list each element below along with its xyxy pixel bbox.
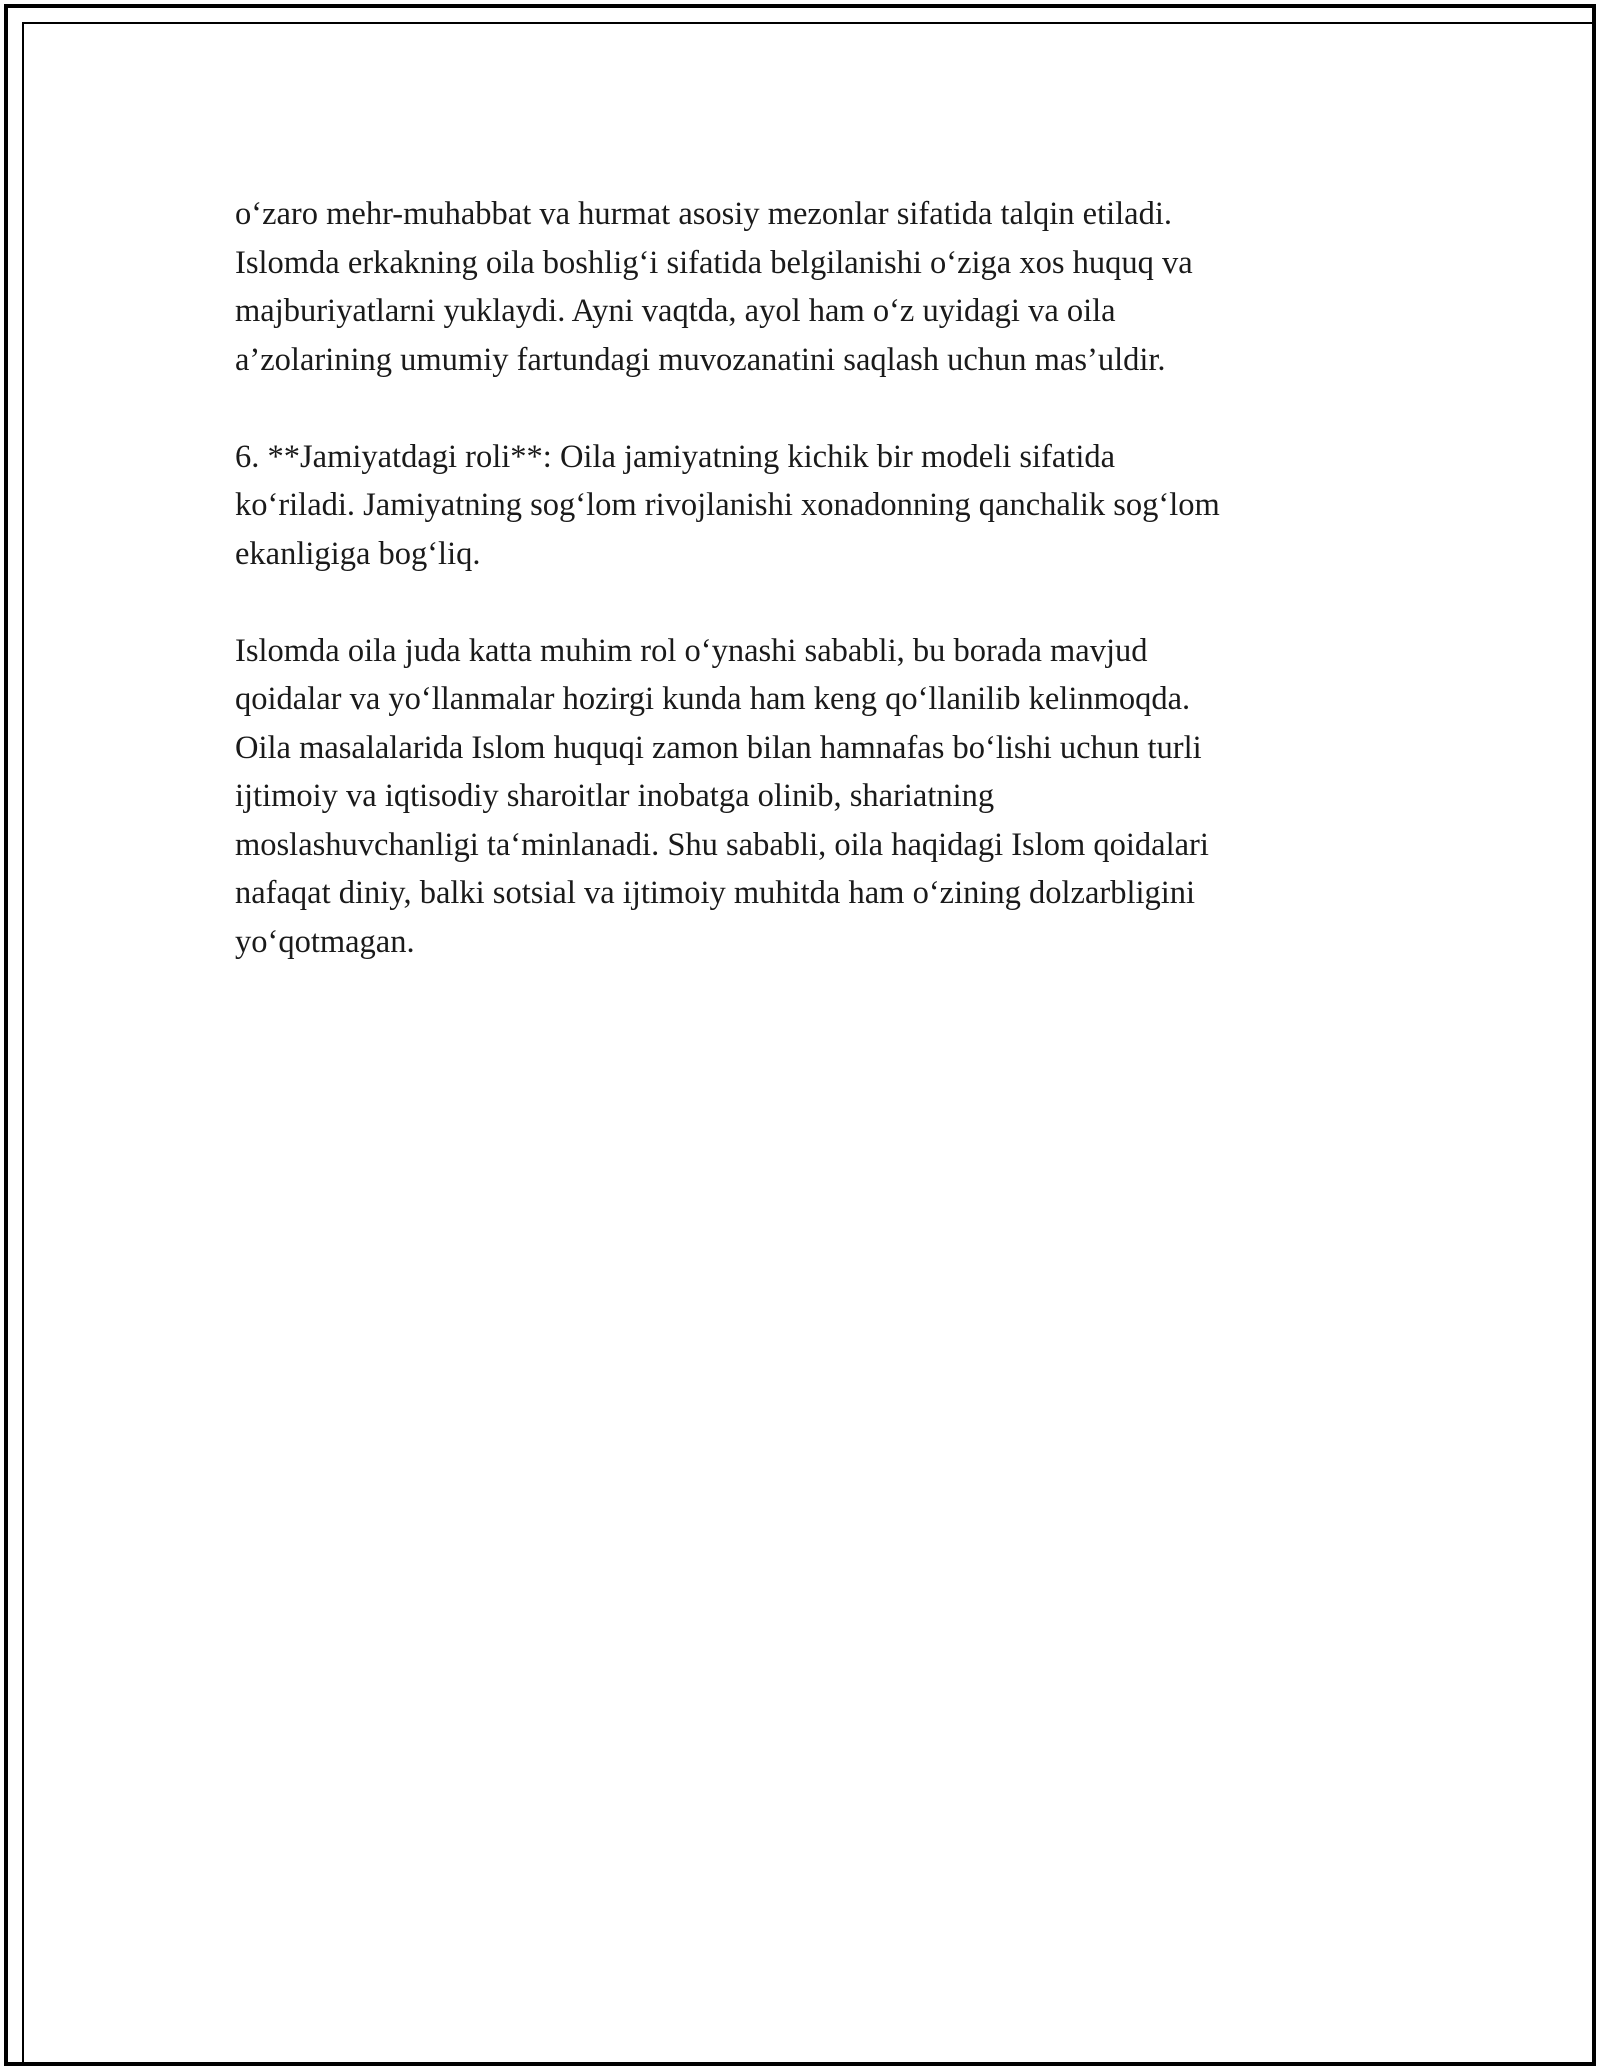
text-line: ijtimoiy va iqtisodiy sharoitlar inobatga olinib, shariatning (235, 778, 995, 814)
text-line: Oila masalalarida Islom huquqi zamon bilan hamnafas bo‘lishi uchun turli (235, 729, 1202, 766)
text-line: ekanligiga bog‘liq. (235, 535, 481, 572)
text-line: nafaqat diniy, balki sotsial va ijtimoiy muhitda ham o‘zining dolzarbligini (235, 875, 1196, 911)
text-line: 6. **Jamiyatdagi roli**: Oila jamiyatning kichik bir modeli sifatida (235, 438, 1116, 475)
text-line: qoidalar va yo‘llanmalar hozirgi kunda ham keng qo‘llanilib kelinmoqda. (235, 681, 1191, 717)
text-line: moslashuvchanligi ta‘minlanadi. Shu sababli, oila haqidagi Islom qoidalari (235, 826, 1209, 863)
paragraph-family-roles (235, 190, 1385, 384)
paragraph-conclusion (235, 627, 1385, 967)
text-line: yo‘qotmagan. (235, 923, 415, 960)
text-line: Islomda oila juda katta muhim rol o‘ynashi sababli, bu borada mavjud (235, 632, 1148, 669)
text-line: Islomda erkakning oila boshlig‘i sifatida belgilanishi o‘ziga xos huquq va (235, 244, 1193, 281)
text-line: o‘zaro mehr-muhabbat va hurmat asosiy mezonlar sifatida talqin etiladi. (235, 196, 1173, 232)
document-body (235, 190, 1385, 1015)
paragraph-society-role (235, 433, 1385, 579)
text-line: ko‘riladi. Jamiyatning sog‘lom rivojlanishi xonadonning qanchalik sog‘lom (235, 487, 1220, 523)
text-line: majburiyatlarni yuklaydi. Ayni vaqtda, ayol ham o‘z uyidagi va oila (235, 293, 1116, 329)
text-line: a’zolarining umumiy fartundagi muvozanatini saqlash uchun mas’uldir. (235, 341, 1166, 378)
